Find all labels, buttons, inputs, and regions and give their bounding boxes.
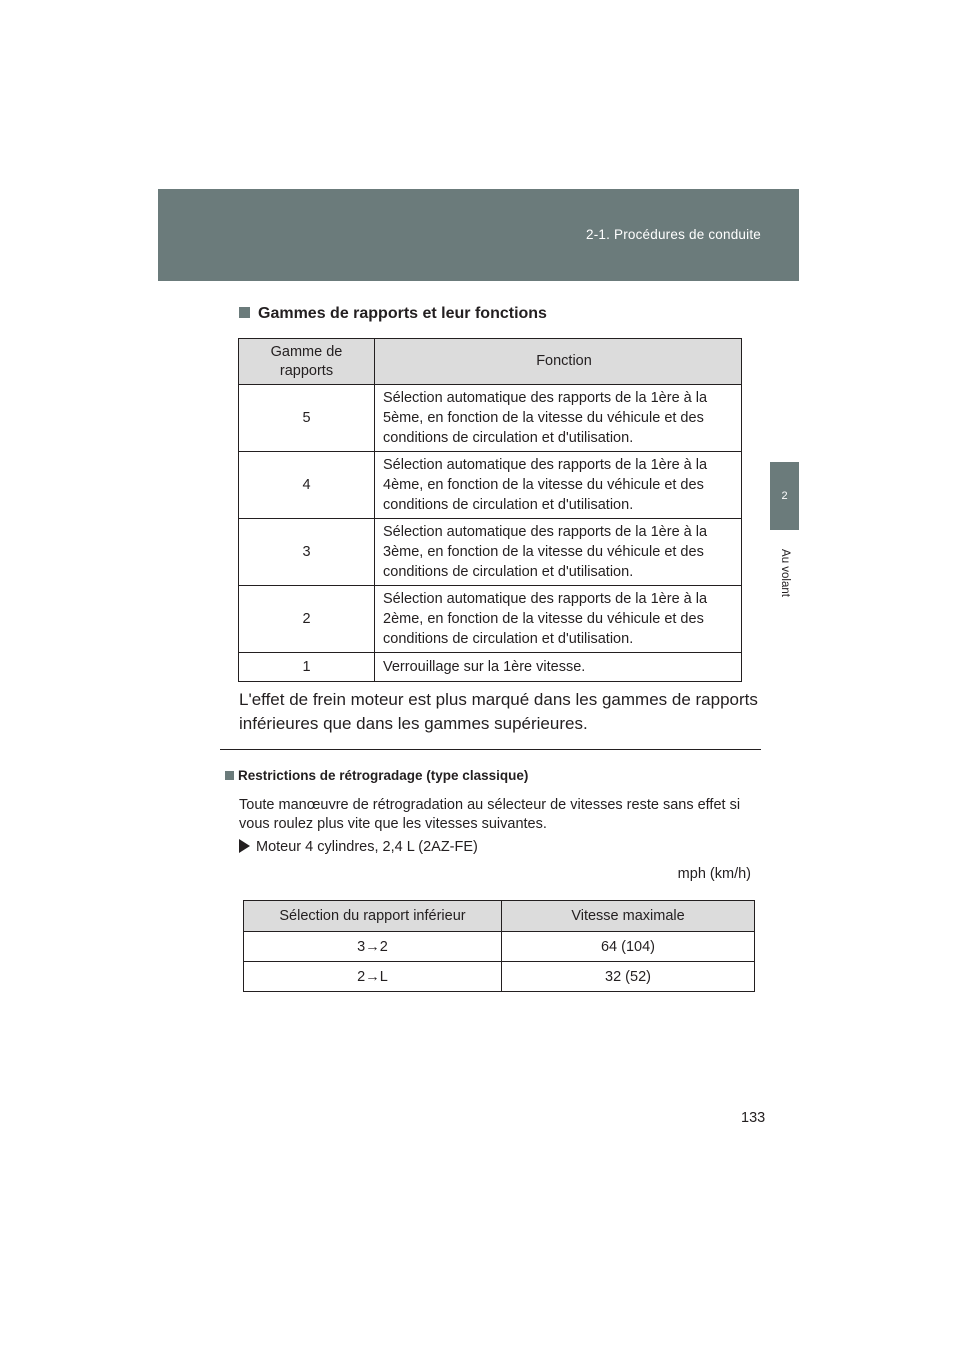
speed-cell: 32 (52)	[502, 962, 755, 992]
chapter-tab: 2	[770, 462, 799, 530]
page-number: 133	[741, 1110, 766, 1126]
table-row	[239, 586, 742, 653]
range-cell: 5	[239, 385, 375, 452]
function-cell: Sélection automatique des rapports de la 1ère à la 3ème, en fonction de la vitesse du véhicule et des conditions de circulation et d'utilisation.	[375, 519, 742, 586]
downshift-table	[243, 900, 755, 992]
unit-note: mph (km/h)	[677, 866, 751, 882]
function-cell: Verrouillage sur la 1ère vitesse.	[375, 653, 742, 682]
table-row	[239, 519, 742, 586]
range-cell: 4	[239, 452, 375, 519]
gear-range-table	[238, 338, 742, 682]
section-heading	[239, 305, 547, 323]
square-bullet-icon	[239, 307, 250, 318]
chapter-side-label	[770, 537, 799, 609]
engine-brake-paragraph: L'effet de frein moteur est plus marqué dans les gammes de rapports inférieures que dans les gammes supérieures.	[239, 690, 758, 733]
section-divider	[220, 749, 761, 750]
chapter-title: 2-1. Procédures de conduite	[585, 227, 761, 242]
range-cell: 1	[239, 653, 375, 682]
column-header-range	[239, 339, 375, 385]
restrictions-heading	[225, 768, 528, 783]
shift-cell: 2→L	[244, 962, 502, 992]
column-header-speed: Vitesse maximale	[502, 901, 755, 932]
range-cell: 2	[239, 586, 375, 653]
speed-cell: 64 (104)	[502, 932, 755, 962]
table-header-row	[244, 901, 755, 932]
header-band	[158, 189, 799, 281]
column-header-shift: Sélection du rapport inférieur	[244, 901, 502, 932]
table-row	[239, 653, 742, 682]
restrictions-text: Toute manœuvre de rétrogradation au sélecteur de vitesses reste sans effet si vous roulez plus vite que les vitesses suivantes.	[239, 797, 741, 832]
table-row	[239, 452, 742, 519]
function-cell: Sélection automatique des rapports de la 1ère à la 4ème, en fonction de la vitesse du véhicule et des conditions de circulation et d'utilisation.	[375, 452, 742, 519]
function-cell: Sélection automatique des rapports de la 1ère à la 2ème, en fonction de la vitesse du véhicule et des conditions de circulation et d'utilisation.	[375, 586, 742, 653]
triangle-arrow-icon	[239, 839, 250, 853]
square-bullet-icon	[225, 771, 234, 780]
table-header-row	[239, 339, 742, 385]
engine-label	[239, 839, 478, 855]
table-row	[244, 932, 755, 962]
engine-label-text: Moteur 4 cylindres, 2,4 L (2AZ-FE)	[256, 839, 478, 855]
column-header-function: Fonction	[375, 339, 742, 385]
column-header-range-text: Gamme de rapports	[270, 343, 343, 379]
chapter-side-label-text: Au volant	[778, 549, 791, 597]
range-cell: 3	[239, 519, 375, 586]
shift-cell: 3→2	[244, 932, 502, 962]
function-cell: Sélection automatique des rapports de la 1ère à la 5ème, en fonction de la vitesse du véhicule et des conditions de circulation et d'utilisation.	[375, 385, 742, 452]
table-row	[239, 385, 742, 452]
section-heading-text: Gammes de rapports et leur fonctions	[258, 305, 547, 322]
table-row	[244, 962, 755, 992]
restrictions-heading-text: Restrictions de rétrogradage (type classique)	[238, 768, 529, 783]
